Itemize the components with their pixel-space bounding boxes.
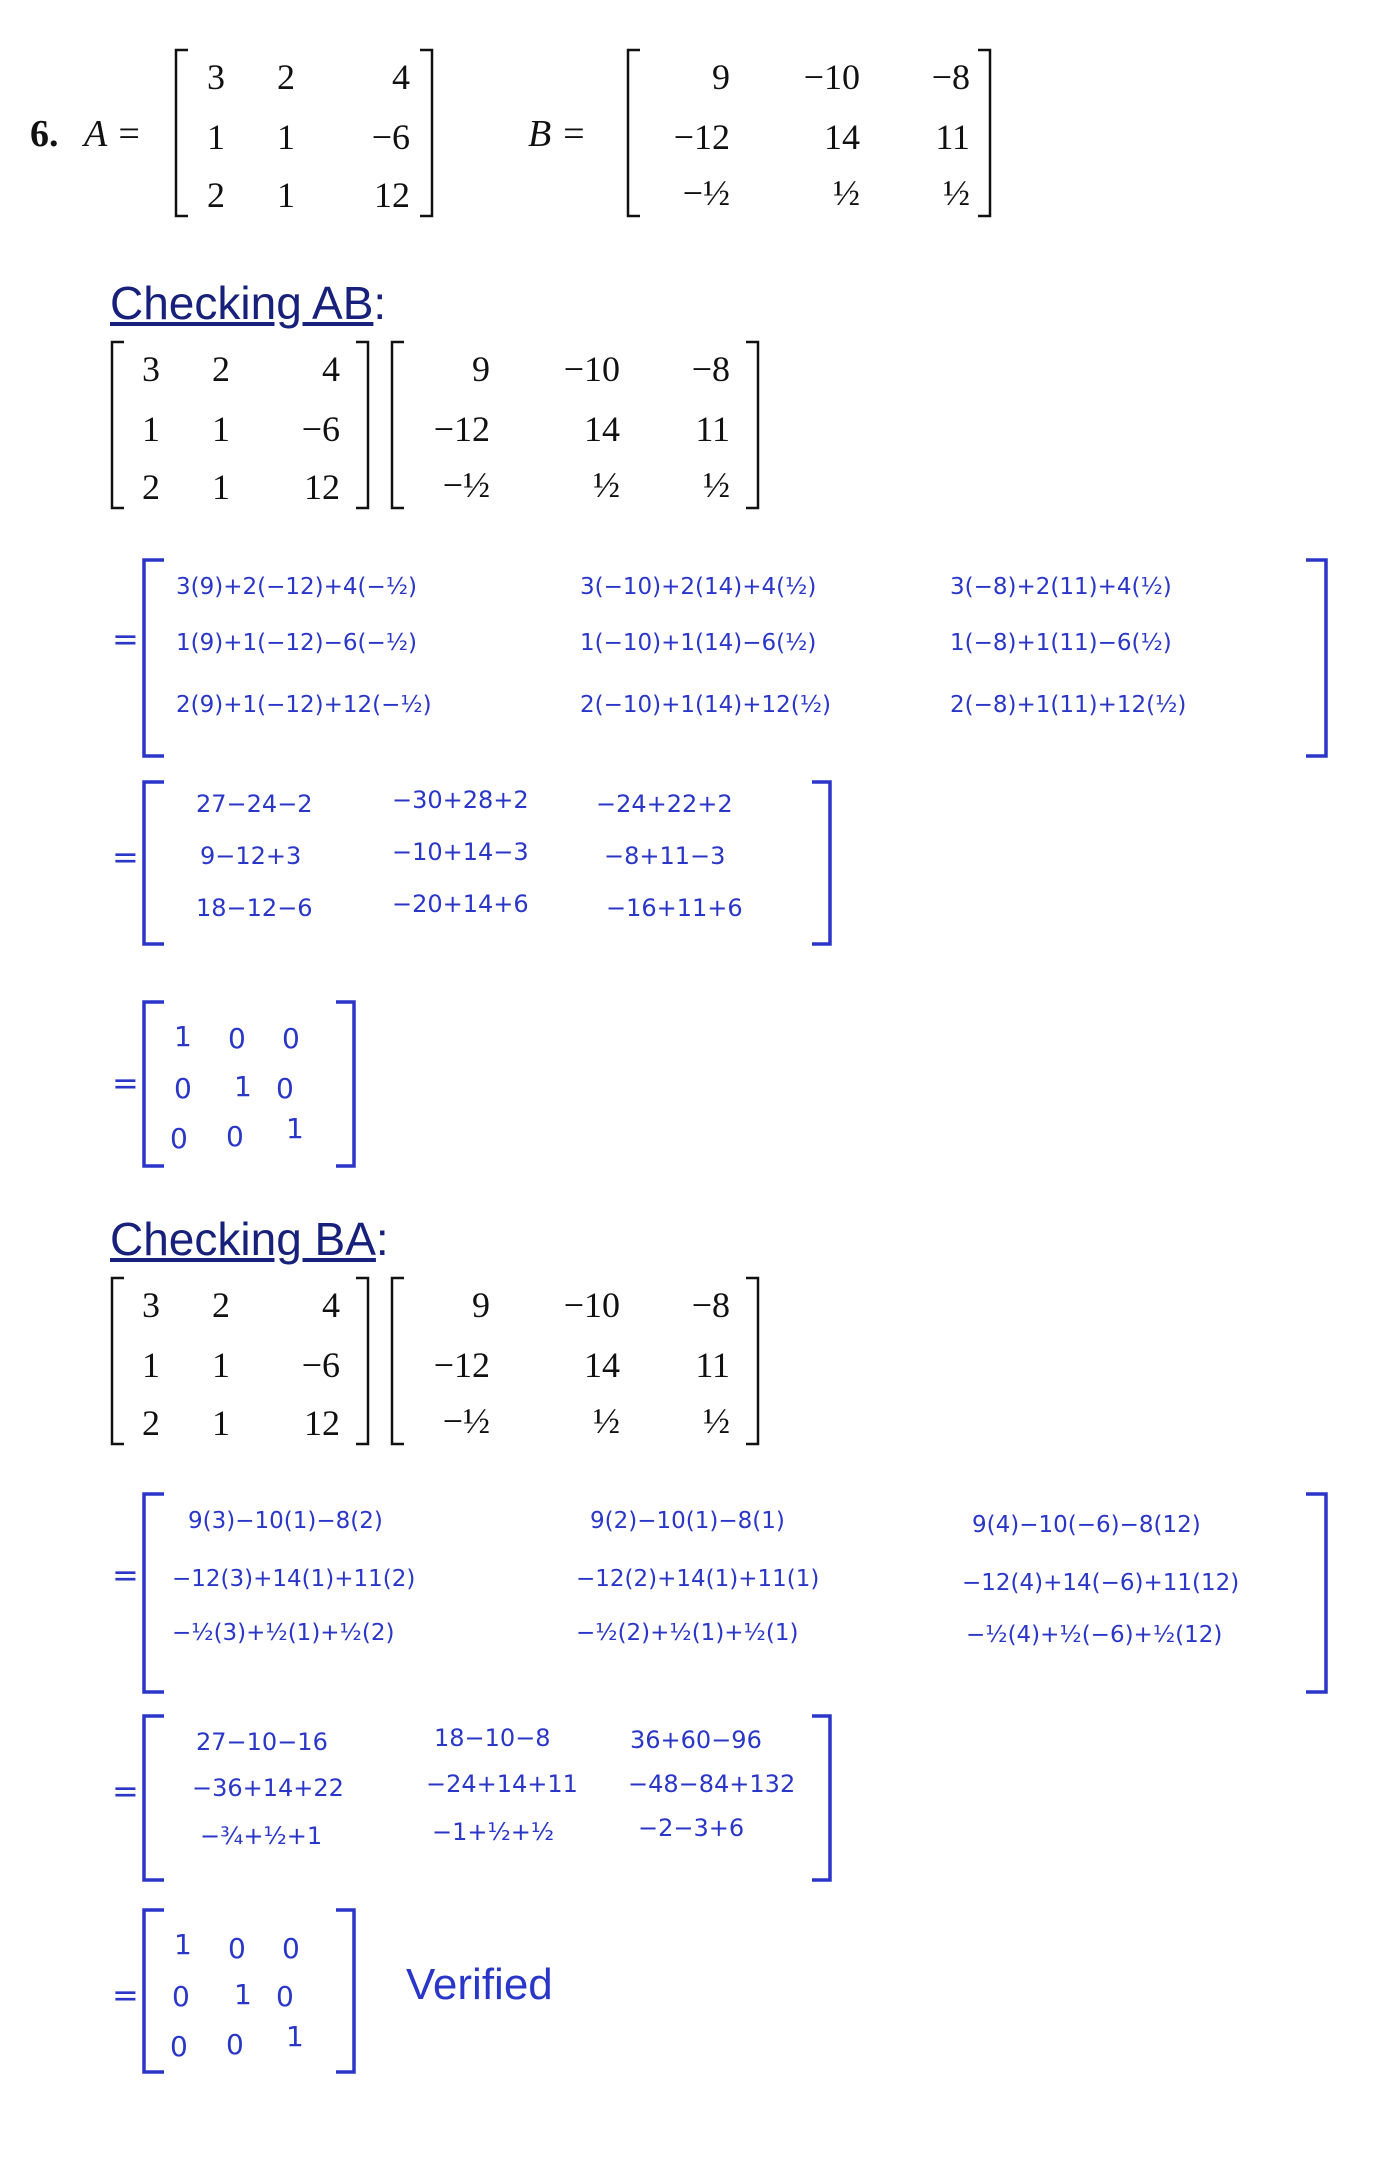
matrix-cell: −10 [803,57,860,97]
a-label-text: A = [84,113,142,155]
matrix-cell: 14 [584,409,620,449]
handwritten-cell: 9−12+3 [200,842,302,870]
ba-expanded-right-bracket [1306,1494,1326,1692]
matrix-cell: 2 [212,1285,230,1325]
matrix-cell: 1 [277,117,295,157]
matrix-cell: −10 [563,349,620,389]
ba-expanded-left-bracket [144,1494,164,1692]
handwritten-cell: 1 [234,1978,252,2011]
heading-colon: : [373,277,387,329]
ba-simplified-right-bracket [812,1716,830,1880]
ab-expanded-left-bracket [144,560,164,756]
matrix-cell: ½ [703,465,730,505]
heading-text: Checking BA [110,1213,376,1265]
matrix-cell: 2 [142,1403,160,1443]
matrix-cell: ½ [703,1401,730,1441]
handwritten-cell: 0 [228,1022,246,1055]
handwritten-cell: −24+14+11 [426,1770,578,1798]
handwritten-cell: −½(2)+½(1)+½(1) [576,1620,799,1646]
matrix-cell: ½ [833,173,860,213]
matrix-cell: 11 [695,1345,730,1385]
matrix-cell: 2 [277,57,295,97]
matrix-cell: −8 [931,57,970,97]
matrix-cell: −8 [691,349,730,389]
handwritten-cell: −20+14+6 [392,890,529,918]
handwritten-cell: 1 [234,1070,252,1103]
heading-text: Checking AB [110,277,374,329]
ab-simplified-equals: = [112,838,139,876]
handwritten-cell: −8+11−3 [604,842,726,870]
ba-expanded-equals: = [112,1556,139,1594]
handwritten-cell: −½(3)+½(1)+½(2) [172,1620,395,1646]
problem-number: 6. [30,113,59,155]
handwritten-cell: −12(3)+14(1)+11(2) [172,1566,416,1592]
matrix-cell: −½ [682,173,730,213]
ab-simplified-right-bracket [812,782,830,944]
handwritten-cell: −1+½+½ [432,1818,555,1846]
ab-simplified-left-bracket [144,782,164,944]
handwritten-cell: 2(−8)+1(11)+12(½) [950,692,1187,718]
matrix-cell: −6 [301,1345,340,1385]
handwritten-cell: −12(4)+14(−6)+11(12) [962,1570,1240,1596]
handwritten-cell: 1 [174,1928,192,1961]
handwritten-cell: −48−84+132 [628,1770,796,1798]
matrix-cell: −½ [442,1401,490,1441]
matrix-cell: −10 [563,1285,620,1325]
handwritten-cell: 0 [174,1072,192,1105]
matrix-b-left-bracket [628,50,640,216]
matrix-cell: 1 [277,175,295,215]
handwritten-cell: −24+22+2 [596,790,733,818]
matrix-cell: −12 [433,409,490,449]
handwritten-cell: 0 [282,1932,300,1965]
matrix-cell: −12 [673,117,730,157]
matrix-cell: ½ [593,1401,620,1441]
handwritten-cell: 18−10−8 [434,1724,551,1752]
ba-result-right-bracket [336,1910,354,2072]
matrix-b-label [528,112,586,156]
ba-simplified-equals: = [112,1772,139,1810]
ab-result-left-bracket [144,1002,164,1166]
matrix-cell: 12 [304,1403,340,1443]
handwritten-cell: 1 [286,2020,304,2053]
handwritten-cell: −30+28+2 [392,786,529,814]
matrix-cell: 1 [212,1403,230,1443]
handwritten-cell: 0 [228,1932,246,1965]
section-heading-ab [110,276,386,330]
handwritten-cell: 3(−10)+2(14)+4(½) [580,574,817,600]
ba-simplified-left-bracket [144,1716,164,1880]
handwritten-cell: 0 [226,1120,244,1153]
matrix-cell: 3 [207,57,225,97]
matrix-cell: 4 [392,57,410,97]
handwritten-cell: 0 [276,1980,294,2013]
handwritten-cell: −2−3+6 [638,1814,745,1842]
matrix-cell: 1 [212,409,230,449]
matrix-cell: ½ [943,173,970,213]
ba-b-right-bracket [746,1278,758,1444]
handwritten-cell: 36+60−96 [630,1726,762,1754]
handwritten-cell: 9(4)−10(−6)−8(12) [972,1512,1201,1538]
handwritten-cell: −16+11+6 [606,894,743,922]
matrix-cell: 3 [142,1285,160,1325]
matrix-cell: 11 [695,409,730,449]
handwritten-cell: 0 [226,2028,244,2061]
ab-result-right-bracket [336,1002,354,1166]
handwritten-cell: 0 [282,1022,300,1055]
handwritten-cell: 9(2)−10(1)−8(1) [590,1508,785,1534]
matrix-a-right-bracket [420,50,432,216]
matrix-cell: 3 [142,349,160,389]
matrix-cell: 14 [584,1345,620,1385]
matrix-cell: 2 [212,349,230,389]
matrix-cell: 12 [374,175,410,215]
matrix-cell: 9 [472,1285,490,1325]
matrix-cell: 1 [212,1345,230,1385]
matrix-cell: −6 [371,117,410,157]
matrix-cell: −½ [442,465,490,505]
ba-result-equals: = [112,1976,139,2014]
ba-a-right-bracket [356,1278,368,1444]
handwritten-cell: 2(9)+1(−12)+12(−½) [176,692,432,718]
matrix-cell: 9 [472,349,490,389]
handwritten-cell: 18−12−6 [196,894,313,922]
matrix-cell: 1 [142,1345,160,1385]
handwritten-cell: 27−24−2 [196,790,313,818]
matrix-cell: 11 [935,117,970,157]
matrix-cell: 14 [824,117,860,157]
b-label-text: B = [528,113,587,155]
section-heading-ba [110,1212,389,1266]
matrix-cell: 12 [304,467,340,507]
matrix-cell: 9 [712,57,730,97]
ab-a-left-bracket [112,342,124,508]
handwritten-cell: 3(−8)+2(11)+4(½) [950,574,1172,600]
matrix-cell: 4 [322,349,340,389]
handwritten-cell: −12(2)+14(1)+11(1) [576,1566,820,1592]
handwritten-cell: 0 [172,1980,190,2013]
matrix-b-right-bracket [978,50,990,216]
heading-colon: : [375,1213,389,1265]
matrix-cell: 1 [142,409,160,449]
handwritten-cell: 27−10−16 [196,1728,328,1756]
ab-expanded-right-bracket [1306,560,1326,756]
matrix-cell: 2 [142,467,160,507]
handwritten-cell: −10+14−3 [392,838,529,866]
handwritten-cell: 3(9)+2(−12)+4(−½) [176,574,418,600]
matrix-cell: 1 [207,117,225,157]
ba-a-left-bracket [112,1278,124,1444]
handwritten-cell: −36+14+22 [192,1774,344,1802]
handwritten-cell: −½(4)+½(−6)+½(12) [966,1622,1223,1648]
handwritten-cell: 9(3)−10(1)−8(2) [188,1508,383,1534]
matrix-cell: ½ [593,465,620,505]
matrix-cell: −6 [301,409,340,449]
matrix-a-left-bracket [176,50,188,216]
handwritten-cell: 1 [174,1020,192,1053]
handwritten-cell: 0 [170,1122,188,1155]
matrix-cell: −12 [433,1345,490,1385]
matrix-cell: 4 [322,1285,340,1325]
verified-label: Verified [406,1960,553,2009]
handwritten-cell: 1 [286,1112,304,1145]
handwritten-cell: 1(−10)+1(14)−6(½) [580,630,817,656]
ab-a-right-bracket [356,342,368,508]
handwritten-cell: 2(−10)+1(14)+12(½) [580,692,832,718]
ab-result-equals: = [112,1064,139,1102]
ba-result-left-bracket [144,1910,164,2072]
handwritten-cell: 1(9)+1(−12)−6(−½) [176,630,418,656]
matrix-cell: 2 [207,175,225,215]
ab-b-right-bracket [746,342,758,508]
matrix-cell: −8 [691,1285,730,1325]
handwritten-cell: 0 [170,2030,188,2063]
ab-expanded-equals: = [112,620,139,658]
handwritten-cell: 1(−8)+1(11)−6(½) [950,630,1172,656]
matrix-cell: 1 [212,467,230,507]
handwritten-cell: −¾+½+1 [200,1822,323,1850]
handwritten-cell: 0 [276,1072,294,1105]
